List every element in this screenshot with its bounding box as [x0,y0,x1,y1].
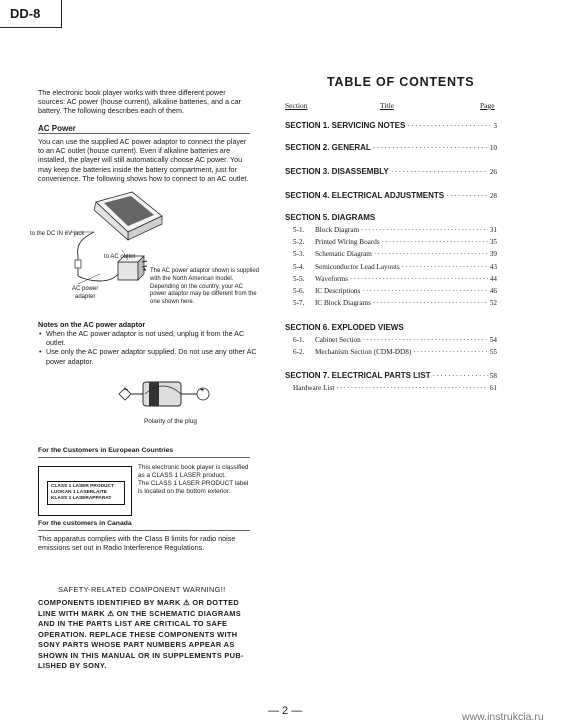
toc-section-5[interactable]: SECTION 5. DIAGRAMS [285,213,376,222]
toc-section-3[interactable]: SECTION 3. DISASSEMBLY ····· 26 [285,167,497,176]
polarity-minus: − [124,387,129,394]
ac-power-text: You can use the supplied AC power adaptor to connect the player to an AC outlet (house current). Even if alkaline batteries are installed, the player will still automatically choose AC power. You may keep the batteries inside the battery compartment, just for convenience. The following shows how to connect to an AC outlet. [38,137,249,183]
notes-list [38,329,258,366]
dc-in-label: to the DC IN 6V jack [30,231,85,237]
dc-plug [75,260,81,268]
toc-subitem[interactable]: 6-1. Cabinet Section ····· 54 [293,336,497,348]
polarity-diagram [115,372,215,416]
warning-title: SAFETY-RELATED COMPONENT WARNING!! [58,585,226,594]
toc-col-title: Title [380,101,394,110]
model-tab: DD-8 [0,0,62,28]
toc-section-6-subs [293,336,497,361]
toc-col-section: Section [285,101,308,110]
ac-power-heading: AC Power [38,124,76,133]
notes-heading: Notes on the AC power adaptor [38,320,146,329]
book-player-illustration [94,192,162,240]
divider [38,530,250,531]
polarity-plus: + [200,387,205,394]
toc-subitem[interactable]: 5-6. IC Descriptions ····· 46 [293,287,497,299]
canada-heading: For the customers in Canada [38,520,132,527]
toc-section-1[interactable]: SECTION 1. SERVICING NOTES ····· 3 [285,121,497,130]
note-asterisk: * [143,267,147,276]
page-number: — 2 — [268,705,303,717]
toc-subitem[interactable]: 5-7. IC Block Diagrams ····· 52 [293,299,497,311]
toc-subitem[interactable]: 5-1. Block Diagram ····· 31 [293,226,497,238]
toc-section-2[interactable]: SECTION 2. GENERAL ····· 10 [285,143,497,152]
toc-subitem[interactable]: Hardware List ····· 61 [293,384,497,392]
adaptor-model-note: The AC power adaptor shown is supplied with the North American model. Depending on the country, your AC power adaptor may be different from the one shown here. [150,268,260,306]
ac-outlet-label: to AC outlet [104,254,136,260]
toc-subitem[interactable]: 6-2. Mechanism Section (CDM-DD8) ····· 55 [293,348,497,360]
watermark: www.instrukcia.ru [462,711,544,723]
toc-section-4[interactable]: SECTION 4. ELECTRICAL ADJUSTMENTS ····· 28 [285,191,497,200]
intro-paragraph: The electronic book player works with three different power sources: AC power (house current), alkaline batteries, and a car battery. The following describes each of them. [38,88,241,116]
toc-section-7[interactable]: SECTION 7. ELECTRICAL PARTS LIST ····· 58 [285,371,497,380]
toc-subitem[interactable]: 5-4. Semiconductor Lead Layouts ····· 43 [293,263,497,275]
laser-label-frame [38,466,132,516]
warning-text: COMPONENTS IDENTIFIED BY MARK ⚠ OR DOTTED LINE WITH MARK ⚠ ON THE SCHEMATIC DIAGRAMS AND IN THE PARTS LIST ARE CRITICAL TO SAFE OPERATION. REPLACE THESE COMPONENTS WITH SONY PARTS WHOSE PART NUMBERS APPEAR AS SHOWN IN THIS MANUAL OR IN SUPPLEMENTS PUB- LISHED BY SONY. [38,598,244,670]
laser-product-label: CLASS 1 LASER PRODUCT LUOKAN 1 LASERLAITE KLASS 1 LASERAPPARAT [47,481,125,505]
toc-section-7-subs [293,384,497,392]
polarity-caption: Polarity of the plug [144,418,197,425]
adapter-label: AC power adapter [72,286,99,300]
list-item: • Use only the AC power adaptor supplied. Do not use any other AC power adaptor. [46,347,258,365]
canada-text: This apparatus complies with the Class B limits for radio noise emissions set out in Radio Interference Regulations. [38,534,236,553]
europe-text: This electronic book player is classified as a CLASS 1 LASER product. The CLASS 1 LASER PRODUCT label is located on the bottom exterior. [138,464,249,495]
toc-subitem[interactable]: 5-3. Schematic Diagram ····· 39 [293,250,497,262]
toc-col-page: Page [480,101,495,110]
list-item: • When the AC power adaptor is not used, unplug it from the AC outlet. [46,329,258,347]
toc-subitem[interactable]: 5-5. Waveforms ····· 44 [293,275,497,287]
plug-body [143,382,181,406]
toc-subitem[interactable]: 5-2. Printed Wiring Boards ····· 35 [293,238,497,250]
toc-title: TABLE OF CONTENTS [327,75,475,89]
toc-section-6[interactable]: SECTION 6. EXPLODED VIEWS [285,323,404,332]
europe-heading: For the Customers in European Countries [38,447,174,454]
toc-section-5-subs [293,226,497,311]
divider [38,457,250,458]
divider [38,133,250,134]
